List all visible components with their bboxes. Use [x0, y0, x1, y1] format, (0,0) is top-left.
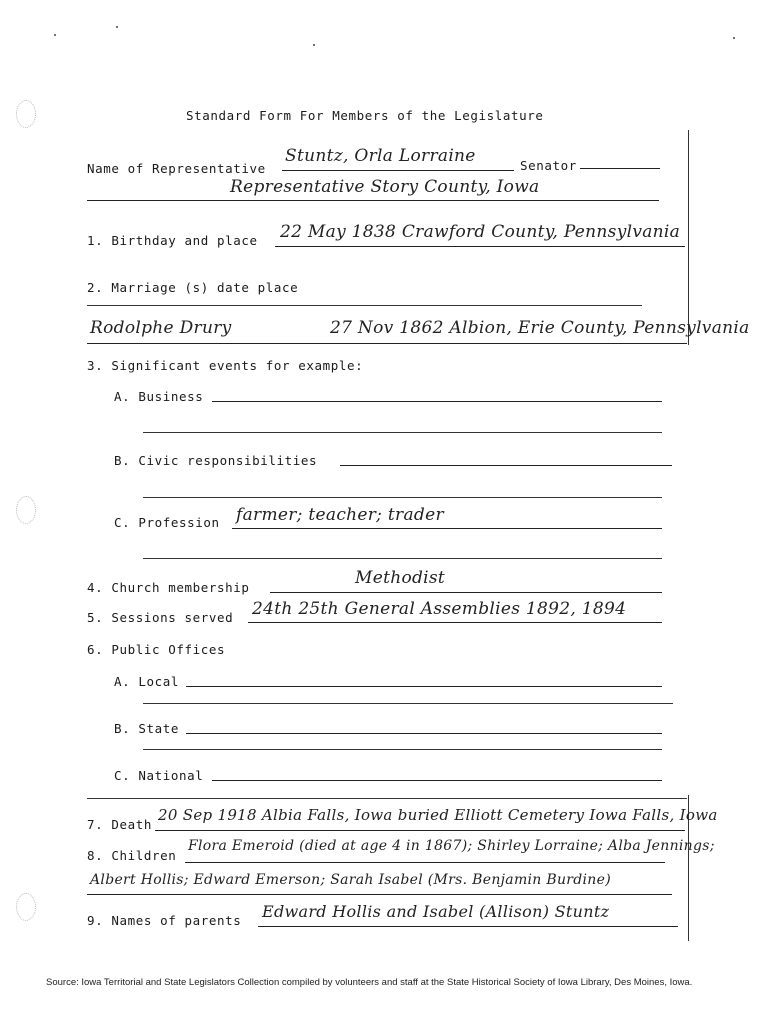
- children-label: 8. Children: [87, 848, 177, 863]
- events-label: 3. Significant events for example:: [87, 358, 364, 373]
- children-underline: [185, 862, 665, 863]
- state-underline: [186, 733, 662, 734]
- business-underline: [212, 401, 662, 402]
- birthday-underline: [275, 246, 685, 247]
- children-line2-underline: [87, 894, 672, 895]
- scan-speck: [54, 34, 56, 36]
- business-line2: [143, 432, 662, 433]
- national-line2: [87, 798, 687, 799]
- name-line2-underline: [87, 200, 659, 201]
- business-label: A. Business: [114, 389, 204, 404]
- profession-line2: [143, 558, 662, 559]
- church-value: Methodist: [355, 568, 446, 588]
- name-label: Name of Representative: [87, 161, 266, 176]
- state-label: B. State: [114, 721, 180, 736]
- marriage-label: 2. Marriage (s) date place: [87, 280, 299, 295]
- scan-speck: [313, 44, 315, 46]
- state-line2: [143, 749, 662, 750]
- punch-hole: [16, 496, 36, 524]
- death-value: 20 Sep 1918 Albia Falls, Iowa buried Elliott Cemetery Iowa Falls, Iowa: [158, 806, 718, 824]
- punch-hole: [16, 893, 36, 921]
- sessions-underline: [248, 622, 662, 623]
- parents-label: 9. Names of parents: [87, 913, 242, 928]
- scan-speck: [116, 26, 118, 28]
- sessions-label: 5. Sessions served: [87, 610, 234, 625]
- offices-label: 6. Public Offices: [87, 642, 226, 657]
- profession-value: farmer; teacher; trader: [236, 505, 444, 525]
- marriage-value-rest: 27 Nov 1862 Albion, Erie County, Pennsylvania: [330, 318, 750, 338]
- death-underline: [155, 830, 685, 831]
- local-underline: [186, 686, 662, 687]
- local-label: A. Local: [114, 674, 180, 689]
- children-value: Flora Emeroid (died at age 4 in 1867); Shirley Lorraine; Alba Jennings;: [188, 838, 715, 854]
- punch-hole: [16, 100, 36, 128]
- parents-underline: [258, 926, 678, 927]
- profession-label: C. Profession: [114, 515, 220, 530]
- church-label: 4. Church membership: [87, 580, 250, 595]
- name-value-line2: Representative Story County, Iowa: [230, 177, 540, 197]
- source-note: Source: Iowa Territorial and State Legislators Collection compiled by volunteers and staff at the State Historical Society of Iowa Library, Des Moines, Iowa.: [46, 977, 693, 988]
- right-margin-line: [688, 130, 689, 345]
- senator-label: Senator: [520, 158, 577, 173]
- civic-underline: [340, 465, 672, 466]
- national-label: C. National: [114, 768, 204, 783]
- marriage-value-name: Rodolphe Drury: [90, 318, 232, 338]
- profession-underline: [232, 528, 662, 529]
- parents-value: Edward Hollis and Isabel (Allison) Stuntz: [262, 902, 610, 921]
- birthday-value: 22 May 1838 Crawford County, Pennsylvania: [280, 222, 681, 242]
- name-value: Stuntz, Orla Lorraine: [285, 146, 476, 166]
- name-underline: [282, 170, 514, 171]
- form-title: Standard Form For Members of the Legislature: [186, 108, 544, 123]
- civic-line2: [143, 497, 662, 498]
- children-value-line2: Albert Hollis; Edward Emerson; Sarah Isabel (Mrs. Benjamin Burdine): [90, 872, 611, 888]
- scan-speck: [733, 37, 735, 39]
- sessions-value: 24th 25th General Assemblies 1892, 1894: [252, 599, 627, 619]
- local-line2: [143, 703, 673, 704]
- marriage-line: [87, 305, 642, 306]
- senator-underline: [580, 168, 660, 169]
- death-label: 7. Death: [87, 817, 153, 832]
- marriage-value-underline: [87, 343, 687, 344]
- church-underline: [270, 592, 662, 593]
- national-underline: [212, 780, 662, 781]
- civic-label: B. Civic responsibilities: [114, 453, 318, 468]
- birthday-label: 1. Birthday and place: [87, 233, 258, 248]
